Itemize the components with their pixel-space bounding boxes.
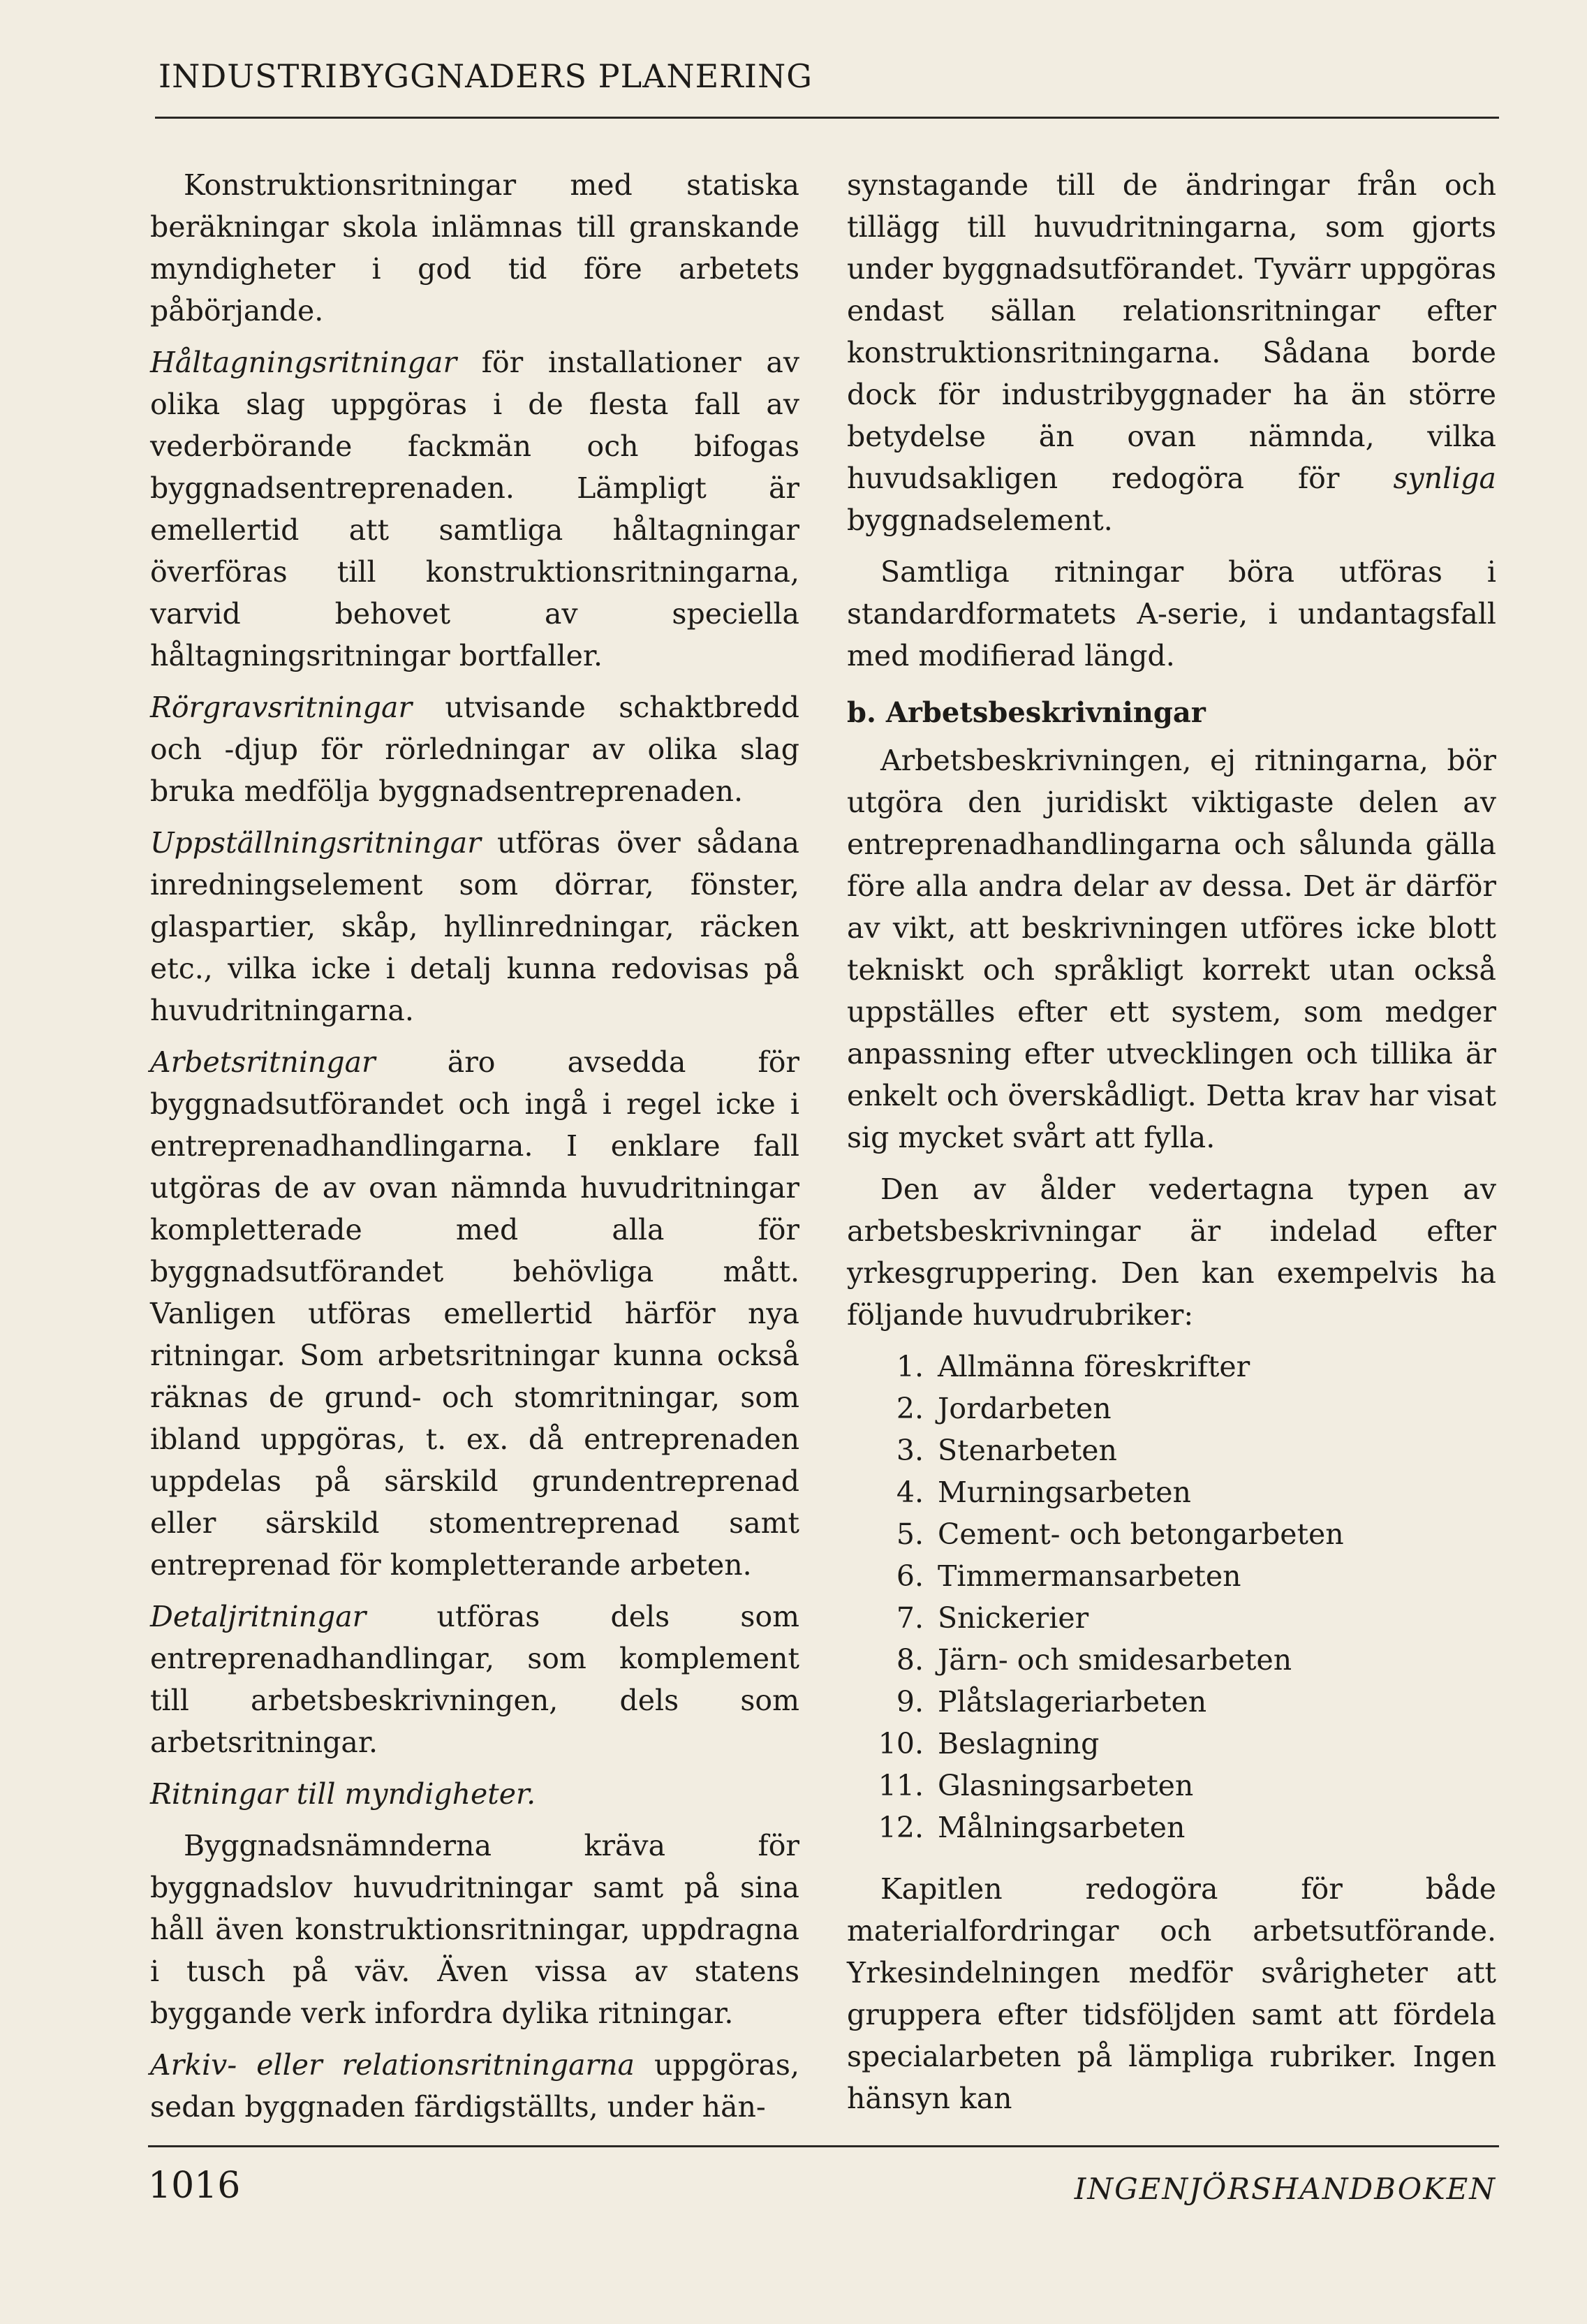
text-rorgravsritningar: utvisande schaktbredd och -djup för rörledningar av olika slag bruka medfölja byggnadsentreprenaden. bbox=[150, 691, 799, 808]
term-haltagningsritningar: Håltagningsritningar bbox=[150, 346, 457, 379]
list-item-number: 4. bbox=[896, 1476, 924, 1509]
right-column bbox=[847, 164, 1496, 2129]
paragraph-kapitlen: Kapitlen redogöra för både materialfordringar och arbetsutförande. Yrkesindelningen medför svårigheter att gruppera efter tidsföljden samt att fördela specialarbeten på lämpliga rubriker. Ingen hänsyn kan bbox=[847, 1872, 1496, 2115]
list-item bbox=[847, 1765, 1496, 1807]
list-item-number: 10. bbox=[878, 1727, 924, 1760]
paragraph-arbetsritningar bbox=[150, 1041, 799, 1586]
paragraph-rorgravsritningar bbox=[150, 686, 799, 812]
list-item-text: Snickerier bbox=[938, 1601, 1089, 1635]
term-uppstallningsritningar: Uppställningsritningar bbox=[150, 826, 481, 860]
paragraph-huvudrubriker: Den av ålder vedertagna typen av arbetsbeskrivningar är indelad efter yrkesgruppering. Den kan exempelvis ha följande huvudrubriker: bbox=[847, 1172, 1496, 1332]
list-item bbox=[847, 1723, 1496, 1765]
term-rorgravsritningar: Rörgravsritningar bbox=[150, 691, 413, 724]
section-heading-arbetsbeskrivningar: b. Arbetsbeskrivningar bbox=[847, 696, 1206, 729]
paragraph-arkivritningar bbox=[150, 2044, 799, 2128]
text-uppstallningsritningar: utföras över sådana inredningselement som dörrar, fönster, glaspartier, skåp, hyllinredningar, räcken etc., vilka icke i detalj kunna redovisas på huvudritningarna. bbox=[150, 826, 799, 1027]
text-arkivritningar: uppgöras, sedan byggnaden färdigställts, under hän- bbox=[150, 2048, 799, 2124]
running-header: INDUSTRIBYGGNADERS PLANERING bbox=[158, 57, 813, 95]
footer-book-title: INGENJÖRSHANDBOKEN bbox=[1074, 2172, 1496, 2206]
paragraph-detaljritningar bbox=[150, 1596, 799, 1763]
list-item-text: Beslagning bbox=[938, 1727, 1100, 1760]
paragraph-standardformat: Samtliga ritningar böra utföras i standardformatets A-serie, i undantagsfall med modifierad längd. bbox=[847, 555, 1496, 672]
list-item-text: Jordarbeten bbox=[938, 1392, 1112, 1425]
list-item-text: Murningsarbeten bbox=[938, 1476, 1191, 1509]
list-item-number: 12. bbox=[878, 1811, 924, 1844]
emphasis-synliga: synliga bbox=[1393, 462, 1496, 495]
list-item-number: 6. bbox=[896, 1559, 924, 1593]
list-item-number: 1. bbox=[896, 1350, 924, 1383]
list-item bbox=[847, 1681, 1496, 1723]
list-item-number: 7. bbox=[896, 1601, 924, 1635]
list-item-text: Cement- och betongarbeten bbox=[938, 1517, 1344, 1551]
text-detaljritningar: utföras dels som entreprenadhandlingar, som komplement till arbetsbeskrivningen, dels som arbetsritningar. bbox=[150, 1600, 799, 1759]
text-relationsritningar-end: byggnadselement. bbox=[847, 503, 1113, 537]
list-item bbox=[847, 1388, 1496, 1429]
header-rule bbox=[155, 117, 1499, 119]
list-item bbox=[847, 1807, 1496, 1848]
list-item bbox=[847, 1471, 1496, 1513]
footer-rule bbox=[148, 2145, 1499, 2147]
term-detaljritningar: Detaljritningar bbox=[150, 1600, 367, 1633]
text-haltagningsritningar: för installationer av olika slag uppgöras i de flesta fall av vederbörande fackmän och bifogas byggnadsentreprenaden. Lämpligt är emellertid att samtliga håltagningar överföras till konstruktionsritningarna, varvid behovet av speciella håltagningsritningar bortfaller. bbox=[150, 346, 799, 672]
list-item-number: 5. bbox=[896, 1517, 924, 1551]
paragraph-arbetsbeskrivningen: Arbetsbeskrivningen, ej ritningarna, bör utgöra den juridiskt viktigaste delen av entreprenadhandlingarna och sålunda gälla före alla andra delar av dessa. Det är därför av vikt, att beskrivningen utföres icke blott tekniskt och språkligt korrekt utan också uppställes efter ett system, som medger anpassning efter utvecklingen och tillika är enkelt och överskådligt. Detta krav har visat sig mycket svårt att fylla. bbox=[847, 744, 1496, 1154]
list-item bbox=[847, 1429, 1496, 1471]
page-number: 1016 bbox=[148, 2165, 241, 2207]
list-item-text: Allmänna föreskrifter bbox=[938, 1350, 1250, 1383]
list-item-number: 8. bbox=[896, 1643, 924, 1677]
term-arbetsritningar: Arbetsritningar bbox=[150, 1045, 376, 1079]
text-relationsritningar: synstagande till de ändringar från och tillägg till huvudritningarna, som gjorts under byggnadsutförandet. Tyvärr uppgöras endast sällan relationsritningar efter konstruktionsritningarna. Sådana borde dock för industribyggnader ha än större betydelse än ovan nämnda, vilka huvudsakligen redogöra för bbox=[847, 168, 1496, 495]
list-item-text: Timmermansarbeten bbox=[938, 1559, 1241, 1593]
list-item bbox=[847, 1513, 1496, 1555]
list-item-number: 3. bbox=[896, 1434, 924, 1467]
list-item-text: Målningsarbeten bbox=[938, 1811, 1186, 1844]
paragraph-uppstallningsritningar bbox=[150, 822, 799, 1031]
huvudrubriker-list bbox=[847, 1346, 1496, 1848]
list-item-number: 9. bbox=[896, 1685, 924, 1719]
list-item-number: 11. bbox=[878, 1769, 924, 1802]
list-item-text: Stenarbeten bbox=[938, 1434, 1117, 1467]
list-item-text: Glasningsarbeten bbox=[938, 1769, 1194, 1802]
term-arkivritningar: Arkiv- eller relationsritningarna bbox=[150, 2048, 635, 2082]
list-item bbox=[847, 1597, 1496, 1639]
list-item-text: Plåtslageriarbeten bbox=[938, 1685, 1207, 1719]
paragraph-konstruktionsritningar: Konstruktionsritningar med statiska beräkningar skola inlämnas till granskande myndigheter i god tid före arbetets påbörjande. bbox=[150, 168, 799, 328]
text-arbetsritningar: äro avsedda för byggnadsutförandet och ingå i regel icke i entreprenadhandlingarna. I enklare fall utgöras de av ovan nämnda huvudritningar kompletterade med alla för byggnadsutförandet behövliga mått. Vanligen utföras emellertid härför nya ritningar. Som arbetsritningar kunna också räknas de grund- och stomritningar, som ibland uppgöras, t. ex. då entreprenaden uppdelas på särskild grundentreprenad eller särskild stomentreprenad samt entreprenad för kompletterande arbeten. bbox=[150, 1045, 799, 1582]
list-item-number: 2. bbox=[896, 1392, 924, 1425]
list-item bbox=[847, 1346, 1496, 1388]
paragraph-haltagningsritningar bbox=[150, 341, 799, 677]
list-item bbox=[847, 1639, 1496, 1681]
paragraph-relationsritningar bbox=[847, 164, 1496, 541]
subheading-ritningar-till-myndigheter: Ritningar till myndigheter. bbox=[150, 1777, 536, 1811]
paragraph-byggnadsnamnderna: Byggnadsnämnderna kräva för byggnadslov huvudritningar samt på sina håll även konstruktionsritningar, uppdragna i tusch på väv. Även vissa av statens byggande verk infordra dylika ritningar. bbox=[150, 1829, 799, 2030]
left-column bbox=[150, 164, 799, 2138]
list-item bbox=[847, 1555, 1496, 1597]
list-item-text: Järn- och smidesarbeten bbox=[938, 1643, 1292, 1677]
